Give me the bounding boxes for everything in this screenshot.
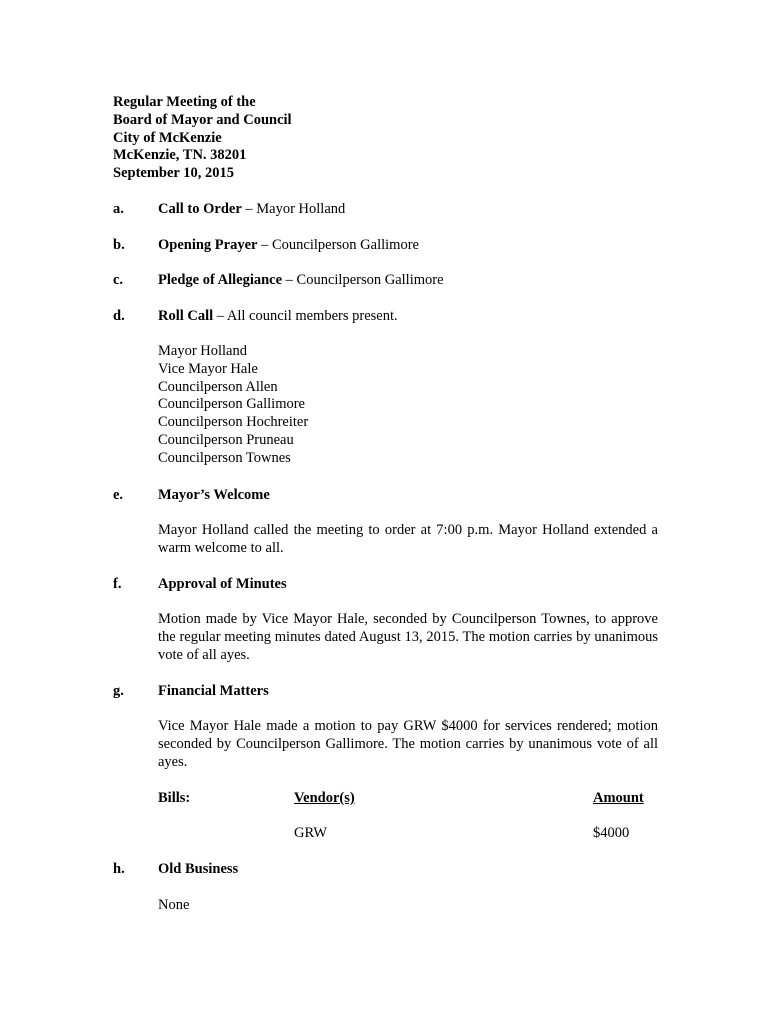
item-title: Financial Matters — [158, 683, 269, 699]
bills-label: Bills: — [158, 790, 191, 806]
roster-member: Councilperson Hochreiter — [158, 414, 309, 431]
header-line: McKenzie, TN. 38201 — [113, 147, 247, 164]
item-title: Mayor’s Welcome — [158, 487, 270, 503]
old-business-text: None — [158, 897, 190, 913]
agenda-item-roll-call — [158, 308, 398, 325]
item-separator: – — [241, 201, 257, 217]
item-title: Opening Prayer — [158, 237, 258, 253]
agenda-item-financial — [158, 683, 269, 700]
welcome-paragraph: Mayor Holland called the meeting to order at 7:00 p.m. Mayor Holland extended a warm welcome to all. — [158, 522, 658, 556]
item-letter: c. — [113, 272, 124, 288]
item-text: Councilperson Gallimore — [296, 272, 444, 288]
bill-amount-cell: $4000 — [593, 825, 630, 841]
item-title: Roll Call — [158, 308, 214, 324]
item-letter: h. — [113, 861, 125, 877]
roster-member: Vice Mayor Hale — [158, 360, 258, 377]
amount-column-header: Amount — [593, 790, 644, 806]
minutes-paragraph: Motion made by Vice Mayor Hale, seconded by Councilperson Townes, to approve the regular meeting minutes dated August 13, 2015. The motion carries by unanimous vote of all ayes. — [158, 611, 658, 663]
meeting-date: September 10, 2015 — [113, 165, 234, 182]
agenda-item-old-business — [158, 861, 238, 878]
item-separator: – — [282, 272, 297, 288]
roll-call-roster — [158, 343, 658, 468]
item-letter: a. — [113, 201, 124, 217]
agenda-item-pledge — [158, 272, 444, 289]
item-letter: f. — [113, 576, 122, 592]
bill-vendor-cell: GRW — [294, 825, 328, 841]
item-separator: – — [257, 237, 272, 253]
meeting-header — [113, 94, 292, 183]
roster-member: Councilperson Pruneau — [158, 431, 294, 448]
item-title: Call to Order — [158, 201, 242, 217]
item-title: Approval of Minutes — [158, 576, 287, 592]
agenda-item-opening-prayer — [158, 237, 419, 254]
roster-member: Councilperson Allen — [158, 378, 278, 395]
item-separator: – — [213, 308, 227, 324]
header-line: Regular Meeting of the — [113, 94, 256, 110]
item-text: Mayor Holland — [256, 201, 346, 217]
item-letter: d. — [113, 308, 125, 324]
item-title: Pledge of Allegiance — [158, 272, 283, 288]
header-line: Board of Mayor and Council — [113, 111, 292, 128]
roster-member: Councilperson Gallimore — [158, 396, 305, 413]
item-title: Old Business — [158, 861, 239, 877]
agenda-item-welcome — [158, 487, 270, 504]
item-text: Councilperson Gallimore — [271, 237, 419, 253]
agenda-item-minutes — [158, 576, 287, 593]
item-letter: b. — [113, 237, 125, 253]
vendor-column-header: Vendor(s) — [294, 790, 355, 806]
header-line: City of McKenzie — [113, 129, 222, 146]
item-letter: e. — [113, 487, 124, 503]
item-text: All council members present. — [226, 308, 398, 324]
financial-paragraph: Vice Mayor Hale made a motion to pay GRW $4000 for services rendered; motion seconded by Councilperson Gallimore. The motion carries by unanimous vote of all ayes. — [158, 718, 658, 770]
roster-member: Councilperson Townes — [158, 449, 291, 466]
agenda-item-call-to-order — [158, 201, 345, 218]
roster-member: Mayor Holland — [158, 343, 247, 359]
item-letter: g. — [113, 683, 124, 699]
